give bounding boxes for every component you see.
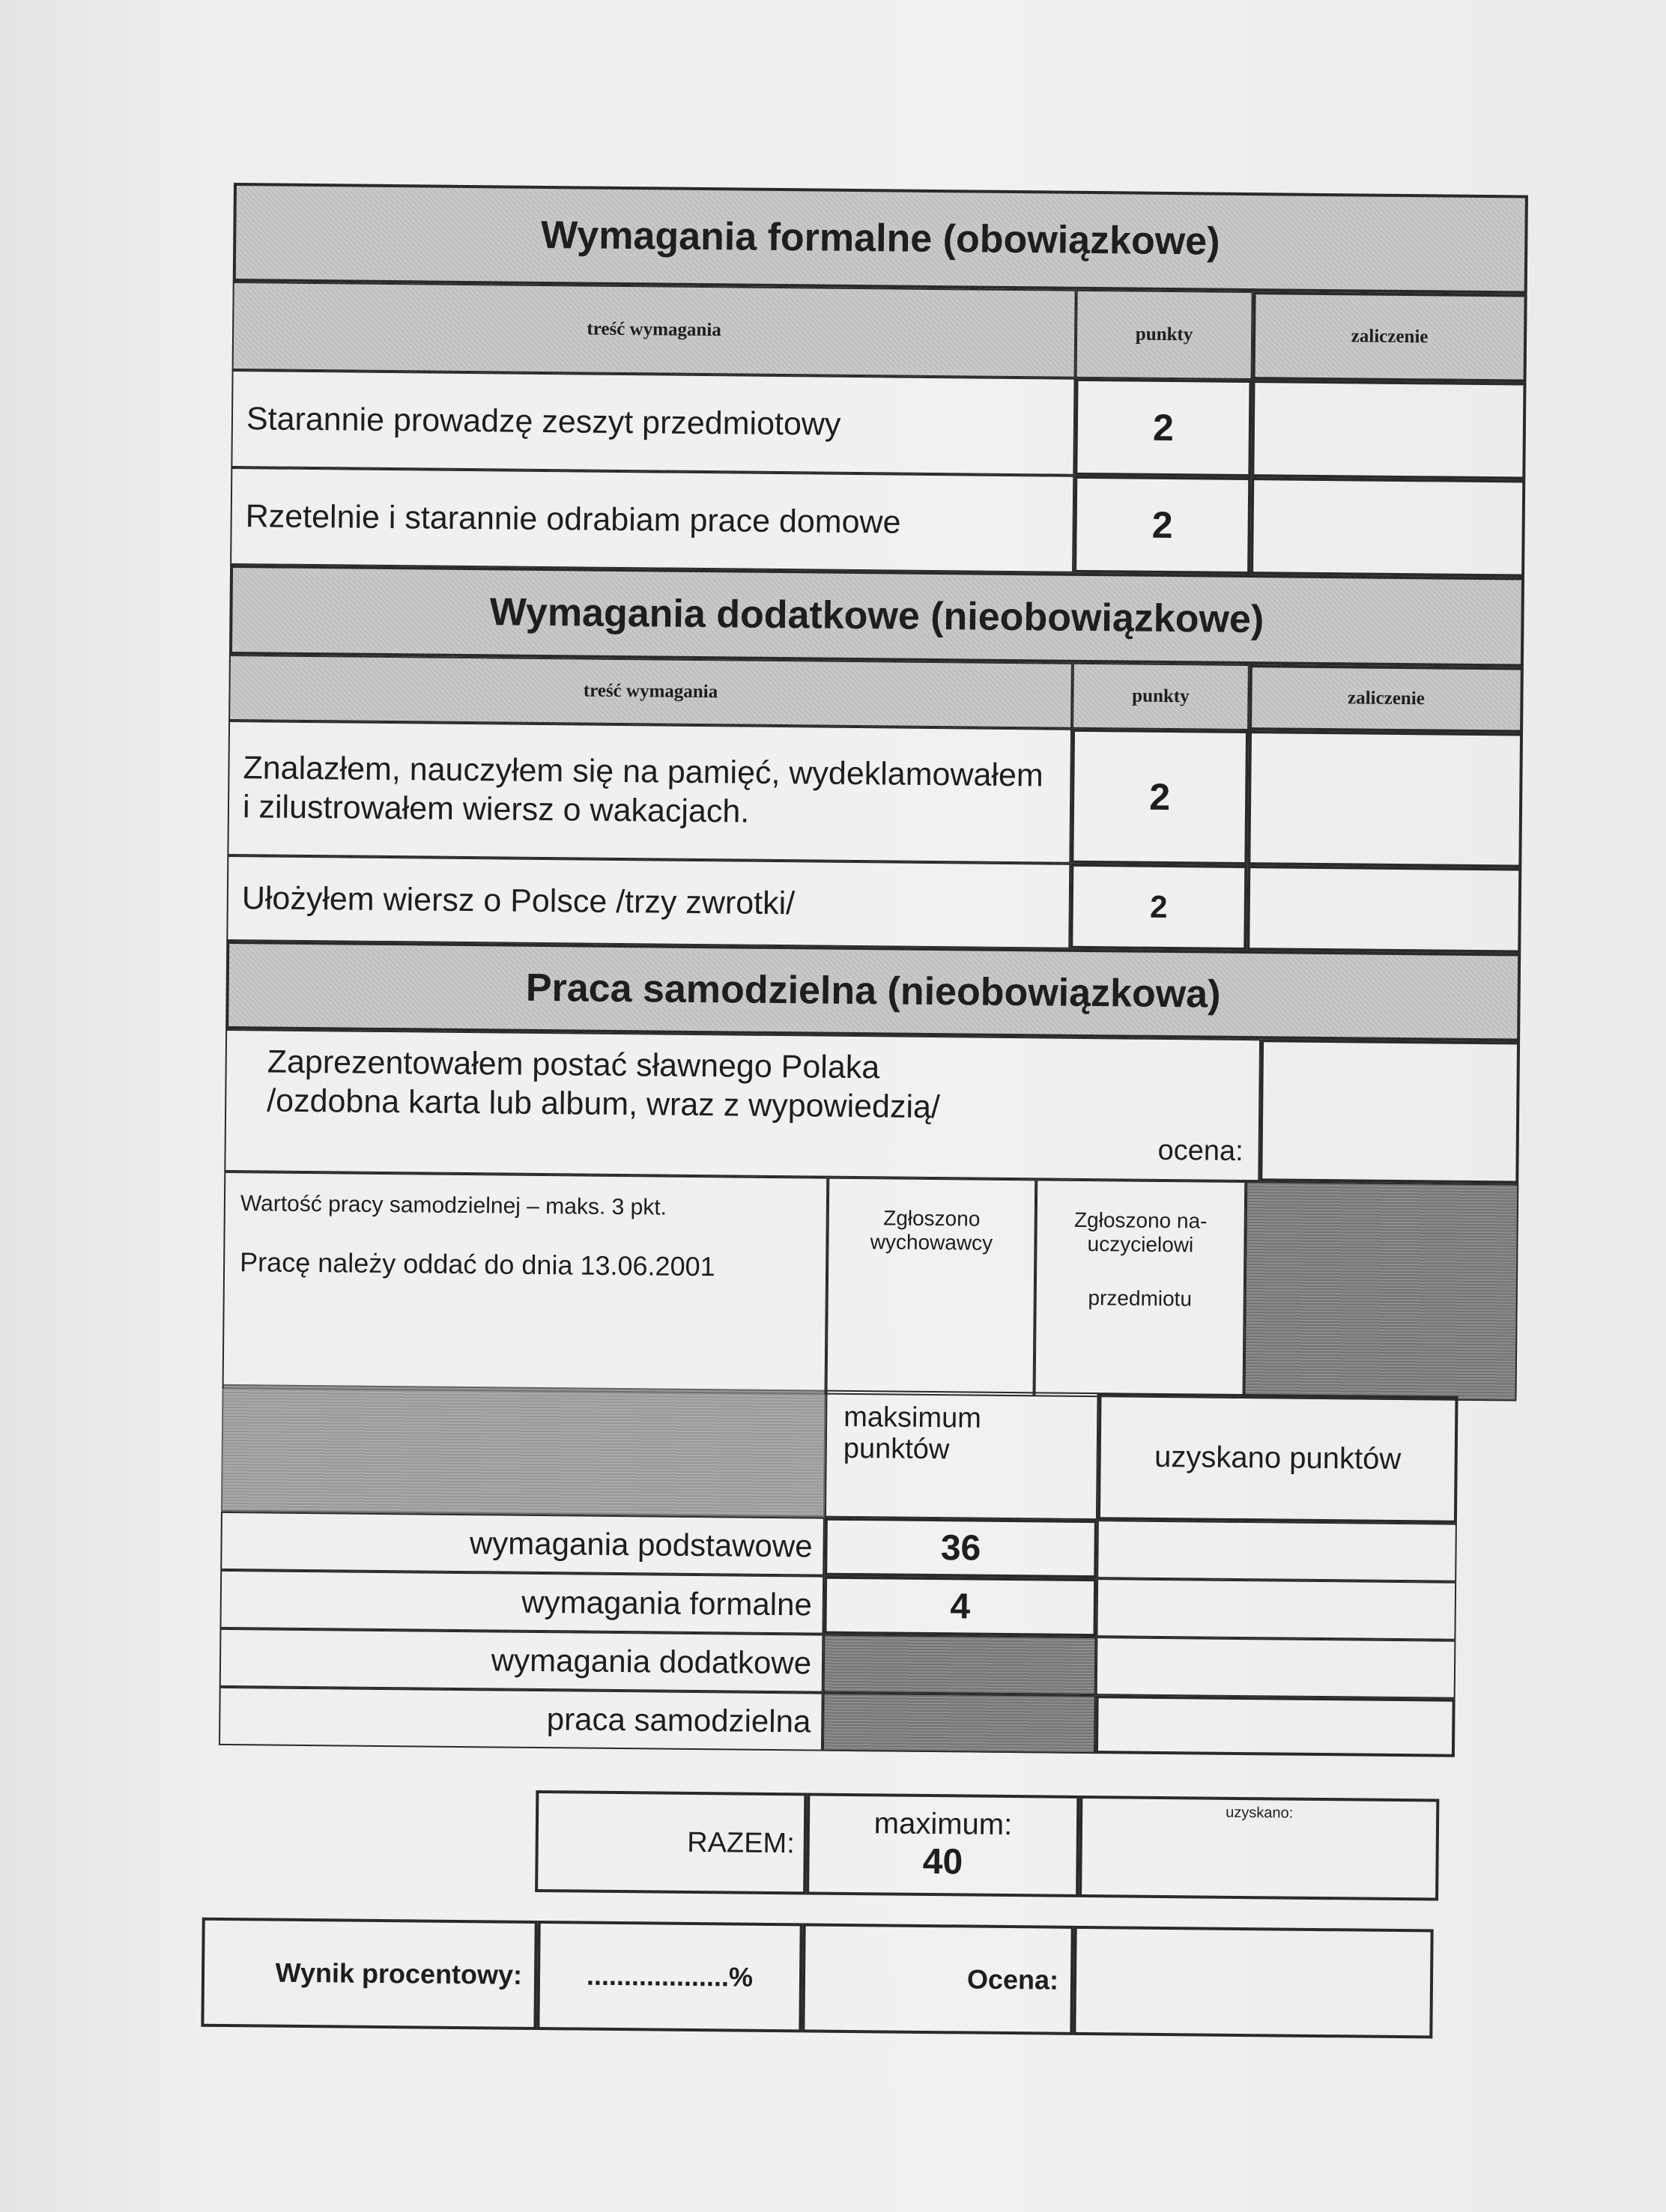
total-obtained-label: uzyskano: — [1226, 1804, 1294, 1822]
total-max-value: 40 — [922, 1841, 963, 1882]
col-header-requirement: treść wymagania — [232, 282, 1076, 378]
col-header-maximum — [825, 1390, 1099, 1520]
summary-label: wymagania dodatkowe — [219, 1628, 824, 1693]
points-value: 2 — [1074, 378, 1252, 477]
summary-obtained-field[interactable] — [1097, 1520, 1457, 1582]
grade-result-label: Ocena: — [802, 1923, 1073, 2034]
points-value: 2 — [1070, 729, 1249, 865]
percent-field[interactable]: ...................% — [536, 1921, 802, 2032]
total-label: RAZEM: — [535, 1790, 807, 1894]
requirement-text: Starannie prowadzę zeszyt przedmiotowy — [231, 370, 1075, 476]
summary-label: praca samodzielna — [219, 1687, 823, 1751]
summary-max: 36 — [824, 1518, 1097, 1578]
summary-max-shaded — [823, 1634, 1097, 1695]
total-max-label: maximum: — [873, 1807, 1013, 1842]
grade-label: ocena: — [1157, 1135, 1244, 1168]
submitted-tutor-line-1: Zgłoszono — [883, 1206, 981, 1231]
submitted-tutor-line-2: wychowawcy — [870, 1230, 993, 1255]
deadline-note: Pracę należy oddać do dnia 13.06.2001 — [239, 1246, 715, 1282]
summary-label: wymagania formalne — [219, 1570, 824, 1634]
col-header-credit: zaliczenie — [1252, 291, 1527, 383]
section-title-formal: Wymagania formalne (obowiązkowe) — [233, 183, 1528, 294]
submitted-teacher-line-2: uczycielowi — [1087, 1232, 1194, 1257]
summary-label: wymagania podstawowe — [220, 1512, 825, 1576]
submitted-teacher-line-3: przedmiotu — [1088, 1286, 1193, 1311]
summary-obtained-field[interactable] — [1095, 1695, 1456, 1757]
col-header-requirement: treść wymagania — [228, 655, 1073, 729]
independent-task — [224, 1029, 1261, 1181]
total-obtained-field[interactable] — [1079, 1796, 1439, 1901]
grade-field[interactable] — [1259, 1039, 1520, 1184]
requirement-text: Ułożyłem wiersz o Polsce /trzy zwrotki/ — [226, 855, 1070, 949]
col-header-points: punkty — [1076, 290, 1253, 380]
total-maximum — [806, 1793, 1079, 1897]
section-title-additional: Wymagania dodatkowe (nieobowiązkowe) — [229, 565, 1524, 667]
summary-corner — [221, 1384, 826, 1518]
points-value: 2 — [1070, 864, 1247, 951]
summary-obtained-field[interactable] — [1096, 1637, 1456, 1699]
maximum-line-1: maksimum — [843, 1401, 982, 1434]
summary-obtained-field[interactable] — [1096, 1578, 1456, 1640]
summary-max-shaded — [823, 1693, 1096, 1754]
task-text-line-2: /ozdobna karta lub album, wraz z wypowiedzią/ — [267, 1082, 941, 1125]
shaded-cell — [1244, 1181, 1518, 1401]
submitted-to-teacher — [1034, 1179, 1246, 1399]
summary-max: 4 — [823, 1576, 1097, 1637]
col-header-credit: zaliczenie — [1249, 664, 1524, 733]
task-text-line-1: Zaprezentowałem postać sławnego Polaka — [267, 1043, 880, 1086]
independent-info — [222, 1172, 829, 1395]
grade-result-field[interactable] — [1073, 1926, 1433, 2039]
requirement-text: Rzetelnie i starannie odrabiam prace domowe — [230, 467, 1074, 573]
max-value-note: Wartość pracy samodzielnej – maks. 3 pkt. — [240, 1191, 667, 1220]
col-header-obtained: uzyskano punktów — [1097, 1393, 1458, 1524]
percent-label: Wynik procentowy: — [201, 1918, 537, 2030]
submitted-to-tutor — [826, 1178, 1037, 1397]
points-value: 2 — [1073, 476, 1251, 575]
credit-field[interactable] — [1251, 380, 1526, 480]
requirements-form — [216, 183, 1528, 2039]
credit-field[interactable] — [1247, 730, 1523, 868]
credit-field[interactable] — [1250, 477, 1525, 578]
col-header-points: punkty — [1072, 663, 1250, 730]
section-title-independent: Praca samodzielna (nieobowiązkowa) — [225, 941, 1521, 1042]
requirement-text: Znalazłem, nauczyłem się na pamięć, wydeklamowałem i zilustrowałem wiersz o wakacjach. — [227, 721, 1072, 864]
credit-field[interactable] — [1247, 865, 1521, 954]
maximum-line-2: punktów — [843, 1432, 950, 1466]
submitted-teacher-line-1: Zgłoszono na- — [1073, 1207, 1208, 1233]
